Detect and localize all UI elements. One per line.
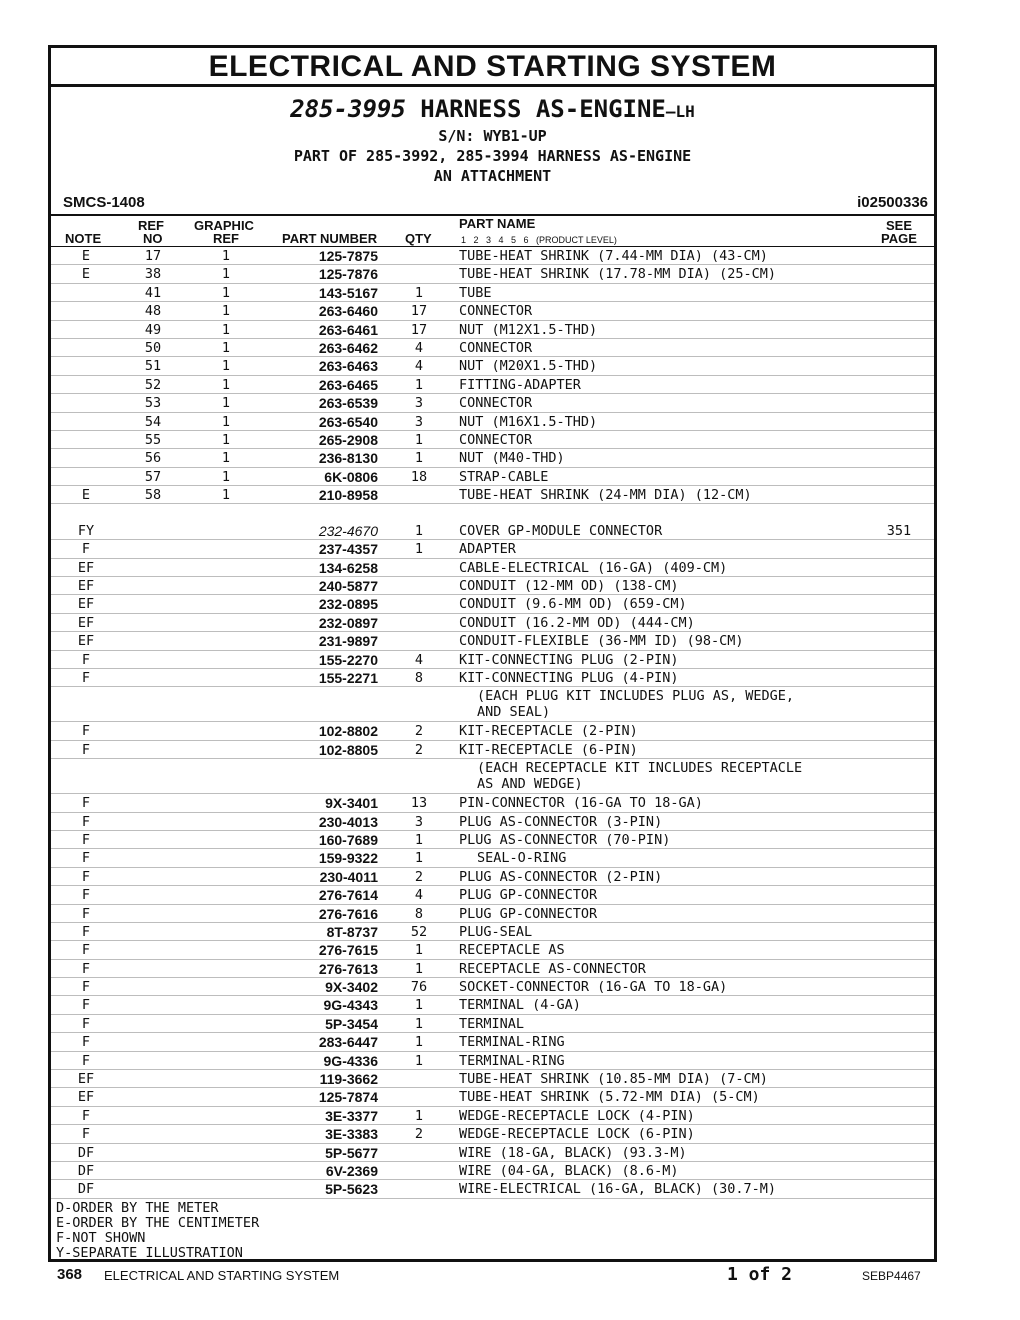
cell-qty: 1 [414,997,424,1014]
cell-part-number: 276-7613 [318,960,378,977]
cell-part-number: 232-0895 [318,596,378,613]
cell-part-number: 230-4013 [318,813,378,830]
cell-part-name: PLUG AS-CONNECTOR (70-PIN) [459,831,671,848]
note-item: E-ORDER BY THE CENTIMETER [56,1214,260,1231]
col-qty: QTY [405,231,432,246]
parts-page-frame [48,45,937,1262]
smcs-row [51,190,934,214]
footer-section: ELECTRICAL AND STARTING SYSTEM [104,1268,340,1283]
table-row [51,1015,934,1033]
cell-part-number: 263-6460 [318,303,378,320]
table-row [51,831,934,849]
cell-part-name: CONNECTOR [459,431,533,448]
cell-part-name: COVER GP-MODULE CONNECTOR [459,522,663,539]
table-row [51,868,934,886]
cell-ref-no: 56 [144,450,162,467]
cell-part-number: 263-6463 [318,358,378,375]
cell-part-name: CONNECTOR [459,303,533,320]
table-row [51,284,934,302]
col-graphic-bottom: REF [213,231,239,246]
table-row [51,1052,934,1070]
cell-part-number: 9X-3401 [325,795,378,812]
cell-part-name: TERMINAL [459,1015,525,1032]
cell-part-name: WIRE (04-GA, BLACK) (8.6-M) [459,1162,679,1179]
cell-note: EF [77,1071,95,1088]
table-row [51,595,934,613]
col-ref-top: REF [138,218,164,233]
cell-part-number: 263-6540 [318,413,378,430]
cell-qty: 1 [414,431,424,448]
cell-part-number: 125-7874 [318,1089,378,1106]
cell-part-number: 263-6539 [318,395,378,412]
cell-note: F [81,1034,91,1051]
cell-part-name: PLUG AS-CONNECTOR (3-PIN) [459,813,663,830]
cell-part-number: 125-7876 [318,266,378,283]
cell-part-number: 6K-0806 [324,468,378,485]
cell-part-number: 102-8805 [318,741,378,758]
cell-note: E [81,266,91,283]
table-row [51,1180,934,1198]
serial-number: S/N: WYB1-UP [438,127,547,145]
cell-note: F [81,979,91,996]
cell-part-number: 263-6465 [318,376,378,393]
cell-note: EF [77,1089,95,1106]
cell-part-name: RECEPTACLE AS [459,942,565,959]
cell-part-name: CONNECTOR [459,339,533,356]
illustration-id: i02500336 [857,194,928,211]
cell-ref-no: 49 [144,321,162,338]
footer-page-of: 1 of 2 [727,1264,793,1285]
cell-part-number: 265-2908 [318,431,378,448]
cell-part-name: TUBE-HEAT SHRINK (17.78-MM DIA) (25-CM) [459,266,776,283]
cell-part-number: 263-6462 [318,339,378,356]
cell-ref-no: 54 [144,413,162,430]
cell-part-number: 160-7689 [318,831,378,848]
cell-part-number: 231-9897 [318,633,378,650]
note-item: D-ORDER BY THE METER [56,1199,219,1216]
cell-note: F [81,741,91,758]
table-row [51,741,934,759]
table-row [51,265,934,283]
cell-part-name: TERMINAL-RING [459,1034,565,1051]
cell-note: F [81,1107,91,1124]
cell-graphic-ref: 1 [221,284,231,301]
footer-doc-id: SEBP4467 [862,1269,921,1283]
cell-part-name: KIT-CONNECTING PLUG (2-PIN) [459,651,679,668]
cell-qty: 1 [414,942,424,959]
cell-part-name: (EACH PLUG KIT INCLUDES PLUG AS, WEDGE, AND SEAL) [477,688,794,721]
cell-note: EF [77,633,95,650]
cell-graphic-ref: 1 [221,376,231,393]
table-row [51,302,934,320]
page-footer [57,1266,930,1288]
note-item: F-NOT SHOWN [56,1229,146,1246]
harness-name: HARNESS AS-ENGINE [405,95,666,123]
cell-part-number: 9G-4343 [323,997,378,1014]
cell-part-number: 6V-2369 [325,1162,378,1179]
harness-part-number: 285-3995 [290,95,406,123]
cell-graphic-ref: 1 [221,487,231,504]
cell-part-number: 134-6258 [318,559,378,576]
notes-legend [51,1199,934,1261]
cell-qty: 2 [414,723,424,740]
table-row [51,923,934,941]
section-title: ELECTRICAL AND STARTING SYSTEM [51,48,934,87]
note-item: Y-SEPARATE ILLUSTRATION [56,1244,243,1261]
cell-part-name: TUBE-HEAT SHRINK (5.72-MM DIA) (5-CM) [459,1089,760,1106]
col-see-top: SEE [886,218,913,233]
attachment-line: AN ATTACHMENT [433,167,552,185]
cell-note: EF [77,614,95,631]
cell-part-name: WEDGE-RECEPTACLE LOCK (6-PIN) [459,1126,695,1143]
cell-part-name: TERMINAL-RING [459,1052,565,1069]
cell-part-number: 263-6461 [318,321,378,338]
cell-note: F [81,850,91,867]
table-row [51,632,934,650]
cell-note: E [81,487,91,504]
cell-part-number: 236-8130 [318,450,378,467]
cell-qty: 4 [414,358,424,375]
cell-part-number: 5P-5677 [325,1144,378,1161]
table-row [51,413,934,431]
cell-qty: 2 [414,868,424,885]
table-row [51,1070,934,1088]
table-row [51,1107,934,1125]
table-row [51,1033,934,1051]
cell-qty: 2 [414,741,424,758]
cell-note: F [81,905,91,922]
cell-ref-no: 53 [144,395,162,412]
cell-note: E [81,248,91,264]
table-row [51,849,934,867]
col-note: NOTE [65,231,102,246]
cell-note: F [81,942,91,959]
cell-part-number: 155-2271 [318,669,378,686]
cell-part-name: WEDGE-RECEPTACLE LOCK (4-PIN) [459,1107,695,1124]
cell-note: F [81,813,91,830]
cell-part-number: 232-4670 [318,522,378,539]
cell-part-name: TUBE-HEAT SHRINK (7.44-MM DIA) (43-CM) [459,248,768,264]
table-row [51,722,934,740]
cell-part-name: WIRE (18-GA, BLACK) (93.3-M) [459,1144,687,1161]
table-row [51,651,934,669]
cell-graphic-ref: 1 [221,358,231,375]
cell-part-number: 5P-5623 [325,1181,378,1198]
table-row [51,449,934,467]
table-row [51,357,934,375]
cell-note: F [81,795,91,812]
cell-qty: 8 [414,905,424,922]
cell-qty: 13 [410,795,428,812]
table-row [51,339,934,357]
cell-part-name: PLUG-SEAL [459,923,533,940]
cell-part-name: CONDUIT (9.6-MM OD) (659-CM) [459,596,687,613]
cell-qty: 1 [414,831,424,848]
cell-ref-no: 50 [144,339,162,356]
cell-note: EF [77,596,95,613]
table-row [51,431,934,449]
cell-part-number: 5P-3454 [325,1015,378,1032]
cell-ref-no: 41 [144,284,162,301]
cell-part-name: NUT (M20X1.5-THD) [459,358,598,375]
cell-part-number: 159-9322 [318,850,378,867]
cell-graphic-ref: 1 [221,248,231,264]
cell-note: F [81,669,91,686]
cell-part-number: 230-4011 [319,868,378,885]
cell-qty: 1 [414,522,424,539]
cell-part-name: PLUG AS-CONNECTOR (2-PIN) [459,868,663,885]
cell-note: DF [77,1162,95,1179]
cell-part-number: 276-7616 [318,905,378,922]
part-of-line: PART OF 285-3992, 285-3994 HARNESS AS-ENGINE [293,147,692,165]
cell-part-name: PLUG GP-CONNECTOR [459,905,598,922]
cell-qty: 17 [410,303,428,320]
cell-note: DF [77,1181,95,1198]
cell-part-name: WIRE-ELECTRICAL (16-GA, BLACK) (30.7-M) [459,1181,776,1198]
cell-qty: 1 [414,284,424,301]
cell-note: F [81,960,91,977]
table-row [51,886,934,904]
cell-part-number: 155-2270 [318,651,378,668]
cell-graphic-ref: 1 [221,339,231,356]
cell-note: F [81,923,91,940]
cell-ref-no: 58 [144,487,162,504]
col-see-bottom: PAGE [881,231,917,246]
cell-part-name: CONDUIT (12-MM OD) (138-CM) [459,578,679,595]
cell-ref-no: 48 [144,303,162,320]
cell-graphic-ref: 1 [221,321,231,338]
cell-see-page: 351 [886,522,912,539]
cell-part-name: NUT (M40-THD) [459,450,565,467]
cell-note: FY [77,522,95,539]
harness-suffix: —LH [665,102,695,121]
cell-part-number: 9G-4336 [323,1052,378,1069]
cell-part-name: TUBE [459,284,492,301]
cell-part-name: ADAPTER [459,541,516,558]
cell-note: EF [77,578,95,595]
table-row [51,1125,934,1143]
cell-part-number: 240-5877 [318,578,378,595]
cell-qty: 17 [410,321,428,338]
cell-note: F [81,831,91,848]
table-row [51,1144,934,1162]
cell-note: F [81,868,91,885]
cell-note: F [81,887,91,904]
cell-ref-no: 38 [144,266,162,283]
cell-part-number: 3E-3383 [325,1126,378,1143]
table-row [51,794,934,812]
cell-part-number: 125-7875 [318,248,378,264]
cell-qty: 1 [414,450,424,467]
cell-graphic-ref: 1 [221,413,231,430]
table-row [51,759,934,794]
cell-graphic-ref: 1 [221,431,231,448]
cell-qty: 1 [414,960,424,977]
col-graphic-top: GRAPHIC [194,218,254,233]
cell-part-name: CABLE-ELECTRICAL (16-GA) (409-CM) [459,559,728,576]
table-row [51,905,934,923]
table-row [51,941,934,959]
table-row [51,540,934,558]
cell-note: F [81,1126,91,1143]
table-row [51,486,934,504]
cell-qty: 1 [414,376,424,393]
table-row [51,247,934,265]
cell-qty: 8 [414,669,424,686]
cell-graphic-ref: 1 [221,395,231,412]
cell-note: F [81,997,91,1014]
table-row [51,669,934,687]
cell-ref-no: 17 [144,248,162,264]
col-part-number: PART NUMBER [282,231,378,246]
cell-part-number: 119-3662 [319,1071,378,1088]
table-row [51,468,934,486]
cell-ref-no: 55 [144,431,162,448]
cell-graphic-ref: 1 [221,303,231,320]
cell-part-number: 232-0897 [318,614,378,631]
cell-graphic-ref: 1 [221,266,231,283]
cell-part-number: 102-8802 [318,723,378,740]
cell-note: F [81,723,91,740]
cell-part-number: 3E-3377 [325,1107,378,1124]
cell-part-name: FITTING-ADAPTER [459,376,581,393]
cell-part-name: CONNECTOR [459,395,533,412]
cell-part-number: 9X-3402 [325,979,378,996]
table-row [51,614,934,632]
cell-ref-no: 57 [144,468,162,485]
cell-qty: 2 [414,1126,424,1143]
col-product-level: 1 2 3 4 5 6 (PRODUCT LEVEL) [461,235,617,245]
cell-part-name: RECEPTACLE AS-CONNECTOR [459,960,646,977]
table-row [51,559,934,577]
cell-part-number: 210-8958 [318,487,378,504]
cell-part-name: SEAL-O-RING [477,850,567,867]
parts-list [51,247,934,1199]
cell-qty: 1 [414,541,424,558]
cell-qty: 52 [410,923,428,940]
table-row [51,996,934,1014]
table-row [51,394,934,412]
col-part-name: PART NAME [459,216,536,231]
cell-qty: 4 [414,651,424,668]
cell-part-name: KIT-RECEPTACLE (6-PIN) [459,741,638,758]
cell-note: EF [77,559,95,576]
cell-part-name: CONDUIT-FLEXIBLE (36-MM ID) (98-CM) [459,633,744,650]
col-ref-bottom: NO [143,231,163,246]
cell-part-number: 283-6447 [318,1034,378,1051]
table-row [51,978,934,996]
cell-part-number: 276-7614 [318,887,378,904]
cell-qty: 4 [414,339,424,356]
cell-qty: 1 [414,1015,424,1032]
cell-graphic-ref: 1 [221,468,231,485]
cell-graphic-ref: 1 [221,450,231,467]
cell-qty: 1 [414,1107,424,1124]
cell-note: F [81,1052,91,1069]
cell-part-name: PLUG GP-CONNECTOR [459,887,598,904]
table-row [51,1088,934,1106]
cell-part-name: TERMINAL (4-GA) [459,997,581,1014]
cell-qty: 1 [414,1034,424,1051]
cell-part-name: TUBE-HEAT SHRINK (10.85-MM DIA) (7-CM) [459,1071,768,1088]
cell-qty: 1 [414,850,424,867]
harness-title [51,95,934,126]
cell-part-name: TUBE-HEAT SHRINK (24-MM DIA) (12-CM) [459,487,752,504]
cell-qty: 3 [414,813,424,830]
smcs-code: SMCS-1408 [63,194,145,211]
cell-qty: 76 [410,979,428,996]
cell-note: F [81,1015,91,1032]
column-headers [51,216,934,247]
cell-part-name: NUT (M12X1.5-THD) [459,321,598,338]
cell-part-name: PIN-CONNECTOR (16-GA TO 18-GA) [459,795,703,812]
cell-qty: 4 [414,887,424,904]
cell-part-name: KIT-RECEPTACLE (2-PIN) [459,723,638,740]
cell-qty: 18 [410,468,428,485]
table-row [51,504,934,521]
table-row [51,813,934,831]
table-row [51,960,934,978]
harness-header [51,95,934,186]
table-row [51,321,934,339]
cell-qty: 3 [414,413,424,430]
cell-part-number: 237-4357 [318,541,378,558]
cell-part-number: 8T-8737 [326,923,378,940]
cell-ref-no: 52 [144,376,162,393]
cell-qty: 3 [414,395,424,412]
cell-part-name: SOCKET-CONNECTOR (16-GA TO 18-GA) [459,979,728,996]
footer-page-number: 368 [57,1266,83,1283]
cell-note: DF [77,1144,95,1161]
table-row [51,687,934,722]
cell-note: F [81,651,91,668]
cell-note: F [81,541,91,558]
table-row [51,522,934,540]
cell-part-name: NUT (M16X1.5-THD) [459,413,598,430]
cell-qty: 1 [414,1052,424,1069]
table-row [51,1162,934,1180]
cell-part-number: 276-7615 [318,942,378,959]
table-row [51,577,934,595]
cell-part-name: STRAP-CABLE [459,468,549,485]
cell-part-name: KIT-CONNECTING PLUG (4-PIN) [459,669,679,686]
cell-part-number: 143-5167 [318,284,378,301]
cell-ref-no: 51 [144,358,162,375]
cell-part-name: (EACH RECEPTACLE KIT INCLUDES RECEPTACLE AS AND WEDGE) [477,760,803,793]
cell-part-name: CONDUIT (16.2-MM OD) (444-CM) [459,614,695,631]
table-row [51,376,934,394]
